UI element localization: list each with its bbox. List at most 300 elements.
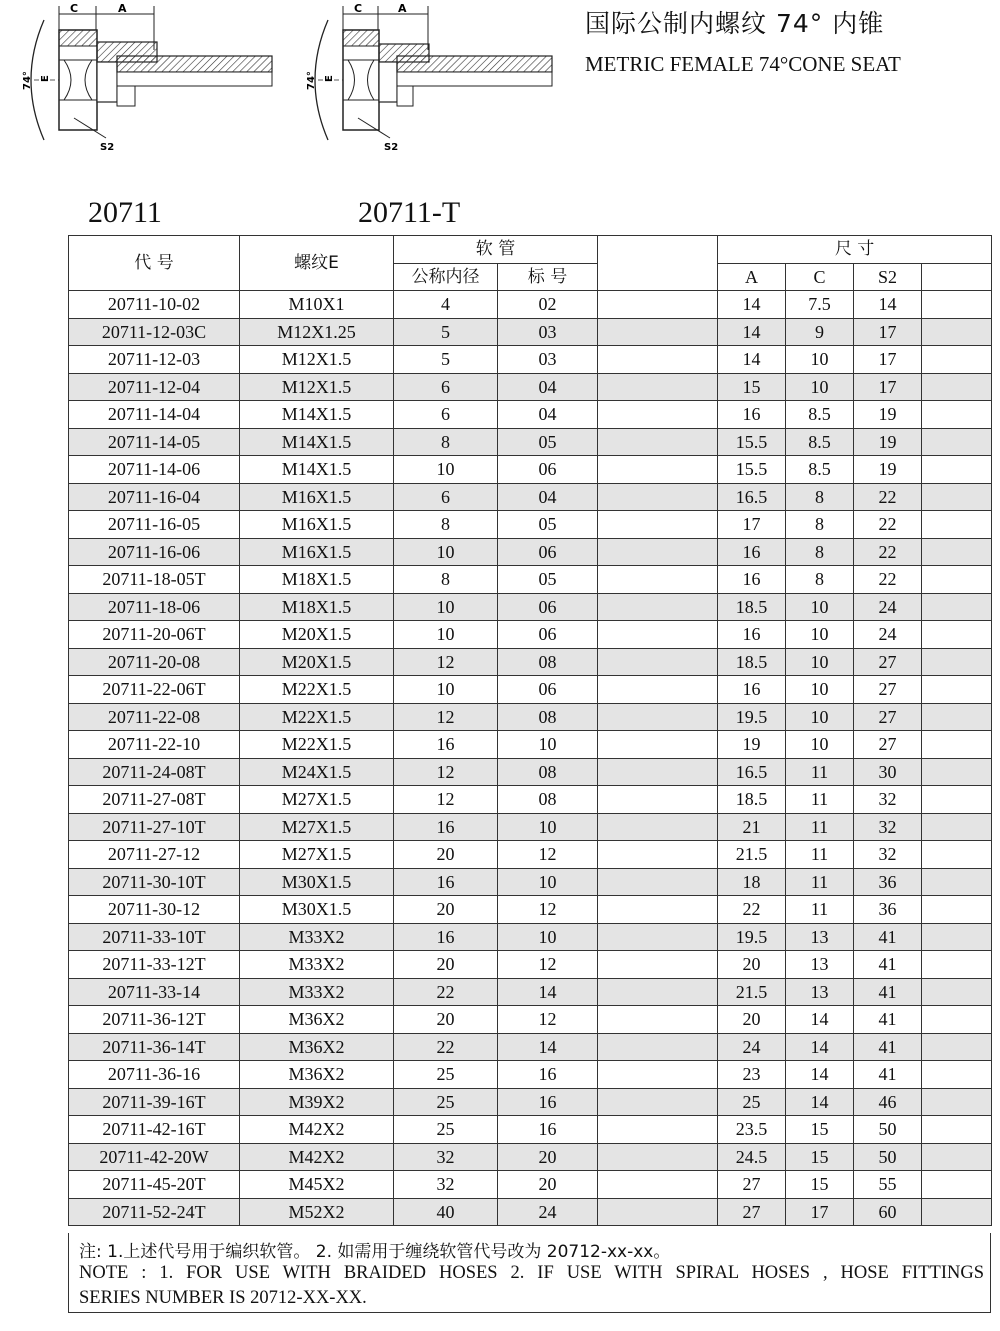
cell-c: 10 [786,621,854,649]
cell-mark: 08 [498,648,598,676]
cell-code: 20711-33-10T [69,923,240,951]
cell-c: 14 [786,1088,854,1116]
cell-thread: M10X1 [240,291,394,319]
cell-s2: 50 [854,1116,922,1144]
cell-nominal-id: 25 [394,1116,498,1144]
cell-a: 18.5 [718,593,786,621]
cell-nominal-id: 16 [394,868,498,896]
cell-a: 25 [718,1088,786,1116]
cell-code: 20711-27-08T [69,786,240,814]
cell-mark: 12 [498,951,598,979]
cell-s2: 36 [854,868,922,896]
cell-mark: 04 [498,401,598,429]
cell-blank [922,1116,992,1144]
cell-thread: M36X2 [240,1061,394,1089]
title-chinese: 国际公制内螺纹 74° 内锥 [585,9,885,38]
cell-a: 24.5 [718,1143,786,1171]
cell-blank [598,1033,718,1061]
cell-thread: M22X1.5 [240,703,394,731]
cell-blank [922,1088,992,1116]
cell-s2: 22 [854,566,922,594]
cell-thread: M42X2 [240,1143,394,1171]
cell-c: 13 [786,923,854,951]
cell-nominal-id: 20 [394,951,498,979]
cell-a: 21.5 [718,841,786,869]
cell-mark: 14 [498,1033,598,1061]
angle-label: 74° [306,71,317,90]
cell-nominal-id: 20 [394,841,498,869]
cell-a: 16 [718,538,786,566]
fitting-drawing-svg [298,0,560,160]
cell-blank [598,978,718,1006]
cell-c: 10 [786,648,854,676]
cell-thread: M33X2 [240,923,394,951]
cell-blank [598,923,718,951]
note-chinese: 注: 1.上述代号用于编织软管。 2. 如需用于缠绕软管代号改为 20712-xx-xx。 [79,1242,671,1262]
cell-mark: 03 [498,318,598,346]
cell-c: 8 [786,511,854,539]
table-row [69,1116,992,1144]
cell-thread: M12X1.5 [240,346,394,374]
cell-mark: 10 [498,813,598,841]
cell-blank [922,483,992,511]
cell-a: 17 [718,511,786,539]
cell-a: 16 [718,676,786,704]
cell-blank [922,758,992,786]
cell-blank [598,1116,718,1144]
cell-mark: 14 [498,978,598,1006]
cell-c: 10 [786,703,854,731]
cell-mark: 10 [498,731,598,759]
table-row [69,566,992,594]
cell-blank [598,483,718,511]
table-row [69,346,992,374]
cell-mark: 08 [498,703,598,731]
cell-s2: 50 [854,1143,922,1171]
cell-thread: M33X2 [240,978,394,1006]
cell-a: 16 [718,566,786,594]
cell-nominal-id: 25 [394,1088,498,1116]
cell-nominal-id: 32 [394,1143,498,1171]
cell-a: 20 [718,951,786,979]
cell-nominal-id: 8 [394,511,498,539]
cell-blank [598,346,718,374]
cell-thread: M16X1.5 [240,483,394,511]
cell-blank [598,648,718,676]
cell-s2: 22 [854,483,922,511]
cell-blank [922,731,992,759]
notes-box [68,1233,991,1313]
cell-thread: M12X1.5 [240,373,394,401]
cell-c: 10 [786,731,854,759]
cell-c: 15 [786,1143,854,1171]
cell-blank [598,703,718,731]
table-row [69,511,992,539]
table-row [69,1033,992,1061]
table-row [69,1006,992,1034]
cell-code: 20711-36-16 [69,1061,240,1089]
cell-blank [598,758,718,786]
cell-thread: M45X2 [240,1171,394,1199]
cell-a: 19.5 [718,703,786,731]
cell-blank [922,1061,992,1089]
cell-c: 13 [786,978,854,1006]
cell-nominal-id: 6 [394,373,498,401]
cell-mark: 06 [498,593,598,621]
cell-nominal-id: 25 [394,1061,498,1089]
cell-code: 20711-14-04 [69,401,240,429]
cell-code: 20711-42-16T [69,1116,240,1144]
cell-blank [922,1143,992,1171]
table-row [69,1061,992,1089]
cell-blank [598,841,718,869]
cell-a: 16 [718,621,786,649]
cell-blank [598,896,718,924]
cell-s2: 27 [854,676,922,704]
cell-code: 20711-45-20T [69,1171,240,1199]
cell-blank [922,456,992,484]
cell-c: 8 [786,483,854,511]
cell-s2: 41 [854,923,922,951]
table-row [69,401,992,429]
cell-a: 22 [718,896,786,924]
cell-thread: M22X1.5 [240,731,394,759]
table-row [69,291,992,319]
cell-blank [922,538,992,566]
cell-s2: 32 [854,841,922,869]
table-row [69,621,992,649]
cell-c: 8.5 [786,428,854,456]
cell-mark: 04 [498,483,598,511]
dim-c-label: C [70,2,79,15]
cell-nominal-id: 10 [394,593,498,621]
table-row [69,456,992,484]
cell-blank [922,1033,992,1061]
header-nominal-id: 公称内径 [394,263,498,291]
cell-code: 20711-30-12 [69,896,240,924]
cell-nominal-id: 12 [394,786,498,814]
cell-mark: 20 [498,1171,598,1199]
cell-c: 8 [786,566,854,594]
cell-s2: 41 [854,1033,922,1061]
table-row [69,951,992,979]
cell-code: 20711-22-10 [69,731,240,759]
model-number-1: 20711 [88,196,162,229]
cell-a: 16 [718,401,786,429]
cell-blank [598,1088,718,1116]
cell-code: 20711-16-05 [69,511,240,539]
cell-blank [598,456,718,484]
cell-s2: 17 [854,318,922,346]
cell-mark: 10 [498,868,598,896]
header-blank [598,236,718,291]
cell-thread: M30X1.5 [240,896,394,924]
table-row [69,483,992,511]
cell-blank [922,676,992,704]
header-thread: 螺纹E [240,236,394,291]
cell-thread: M39X2 [240,1088,394,1116]
cell-a: 18.5 [718,786,786,814]
cell-blank [922,648,992,676]
cell-thread: M24X1.5 [240,758,394,786]
cell-code: 20711-18-06 [69,593,240,621]
cell-thread: M33X2 [240,951,394,979]
cell-blank [922,566,992,594]
cell-code: 20711-16-04 [69,483,240,511]
header-dimensions: 尺 寸 [718,236,992,264]
cell-blank [922,593,992,621]
cell-nominal-id: 10 [394,538,498,566]
cell-blank [598,318,718,346]
table-row [69,923,992,951]
cell-c: 8 [786,538,854,566]
cell-nominal-id: 10 [394,621,498,649]
cell-nominal-id: 4 [394,291,498,319]
cell-blank [598,373,718,401]
cell-c: 14 [786,1033,854,1061]
cell-c: 10 [786,373,854,401]
cell-code: 20711-10-02 [69,291,240,319]
cell-thread: M14X1.5 [240,456,394,484]
cell-c: 9 [786,318,854,346]
fitting-drawing-20711 [14,0,276,160]
cell-s2: 41 [854,1006,922,1034]
cell-code: 20711-14-06 [69,456,240,484]
note-english-line-1: NOTE : 1. FOR USE WITH BRAIDED HOSES 2. IF USE WITH SPIRAL HOSES , HOSE FITTINGS [79,1263,984,1283]
cell-thread: M27X1.5 [240,813,394,841]
cell-blank [922,786,992,814]
cell-blank [922,291,992,319]
cell-code: 20711-27-10T [69,813,240,841]
cell-blank [922,896,992,924]
cell-blank [598,593,718,621]
cell-blank [922,868,992,896]
cell-code: 20711-22-06T [69,676,240,704]
cell-mark: 16 [498,1061,598,1089]
cell-nominal-id: 16 [394,813,498,841]
cell-blank [922,428,992,456]
cell-code: 20711-33-14 [69,978,240,1006]
cell-c: 10 [786,676,854,704]
cell-c: 10 [786,593,854,621]
cell-code: 20711-36-14T [69,1033,240,1061]
table-row [69,758,992,786]
cell-mark: 16 [498,1088,598,1116]
table-row [69,813,992,841]
cell-s2: 55 [854,1171,922,1199]
header-mark: 标 号 [498,263,598,291]
cell-nominal-id: 22 [394,1033,498,1061]
cell-mark: 20 [498,1143,598,1171]
table-row [69,648,992,676]
cell-c: 11 [786,758,854,786]
cell-mark: 16 [498,1116,598,1144]
cell-s2: 27 [854,648,922,676]
spec-table-body [69,291,992,1226]
cell-thread: M36X2 [240,1006,394,1034]
cell-c: 11 [786,896,854,924]
cell-blank [922,318,992,346]
cell-a: 19 [718,731,786,759]
cell-nominal-id: 5 [394,318,498,346]
header-code: 代 号 [69,236,240,291]
cell-c: 8.5 [786,401,854,429]
spec-table [68,235,992,1226]
cell-a: 18 [718,868,786,896]
cell-s2: 36 [854,896,922,924]
cell-thread: M20X1.5 [240,621,394,649]
cell-nominal-id: 20 [394,1006,498,1034]
note-english-line-2: SERIES NUMBER IS 20712-XX-XX. [79,1288,367,1308]
cell-c: 14 [786,1006,854,1034]
cell-a: 16.5 [718,758,786,786]
cell-mark: 24 [498,1198,598,1226]
cell-nominal-id: 20 [394,896,498,924]
cell-thread: M16X1.5 [240,511,394,539]
cell-blank [922,978,992,1006]
cell-blank [598,1198,718,1226]
cell-code: 20711-42-20W [69,1143,240,1171]
cell-c: 11 [786,868,854,896]
cell-code: 20711-22-08 [69,703,240,731]
cell-blank [598,1143,718,1171]
cell-thread: M14X1.5 [240,401,394,429]
table-row [69,318,992,346]
cell-a: 23.5 [718,1116,786,1144]
cell-blank [598,291,718,319]
cell-blank [598,538,718,566]
cell-s2: 22 [854,511,922,539]
cell-nominal-id: 16 [394,731,498,759]
cell-s2: 24 [854,593,922,621]
cell-s2: 17 [854,346,922,374]
cell-nominal-id: 8 [394,566,498,594]
cell-mark: 04 [498,373,598,401]
dim-e-label: E [40,75,51,82]
cell-code: 20711-12-03 [69,346,240,374]
table-row [69,731,992,759]
cell-code: 20711-36-12T [69,1006,240,1034]
cell-c: 14 [786,1061,854,1089]
cell-mark: 05 [498,428,598,456]
cell-a: 20 [718,1006,786,1034]
cell-blank [598,511,718,539]
cell-blank [922,1171,992,1199]
fitting-drawing-20711-t [298,0,560,160]
table-row [69,786,992,814]
cell-s2: 41 [854,1061,922,1089]
cell-nominal-id: 16 [394,923,498,951]
cell-blank [922,1198,992,1226]
cell-nominal-id: 6 [394,401,498,429]
cell-a: 16.5 [718,483,786,511]
cell-code: 20711-14-05 [69,428,240,456]
cell-blank [922,923,992,951]
cell-a: 15.5 [718,456,786,484]
table-row [69,593,992,621]
cell-code: 20711-12-04 [69,373,240,401]
cell-s2: 27 [854,731,922,759]
cell-c: 11 [786,786,854,814]
cell-blank [598,401,718,429]
cell-mark: 03 [498,346,598,374]
cell-s2: 30 [854,758,922,786]
cell-a: 14 [718,346,786,374]
dim-c-label: C [354,2,363,15]
cell-blank [922,346,992,374]
cell-s2: 17 [854,373,922,401]
cell-c: 8.5 [786,456,854,484]
cell-nominal-id: 5 [394,346,498,374]
cell-a: 21 [718,813,786,841]
cell-blank [598,1171,718,1199]
cell-s2: 27 [854,703,922,731]
cell-c: 13 [786,951,854,979]
cell-thread: M30X1.5 [240,868,394,896]
cell-a: 14 [718,318,786,346]
cell-s2: 19 [854,456,922,484]
cell-nominal-id: 10 [394,676,498,704]
cell-mark: 05 [498,511,598,539]
cell-blank [922,703,992,731]
header-s2: S2 [854,263,922,291]
header-hose: 软 管 [394,236,598,264]
cell-c: 11 [786,813,854,841]
cell-nominal-id: 32 [394,1171,498,1199]
fitting-drawing-svg [14,0,276,160]
cell-code: 20711-20-08 [69,648,240,676]
cell-c: 7.5 [786,291,854,319]
cell-nominal-id: 8 [394,428,498,456]
cell-c: 10 [786,346,854,374]
table-row [69,1171,992,1199]
cell-thread: M16X1.5 [240,538,394,566]
cell-s2: 19 [854,428,922,456]
cell-mark: 08 [498,786,598,814]
cell-thread: M27X1.5 [240,841,394,869]
cell-nominal-id: 12 [394,758,498,786]
cell-thread: M18X1.5 [240,566,394,594]
cell-a: 23 [718,1061,786,1089]
dim-e-label: E [324,75,335,82]
cell-s2: 24 [854,621,922,649]
cell-mark: 12 [498,896,598,924]
cell-s2: 46 [854,1088,922,1116]
cell-a: 14 [718,291,786,319]
cell-s2: 19 [854,401,922,429]
table-row [69,841,992,869]
cell-mark: 12 [498,1006,598,1034]
cell-blank [922,401,992,429]
dim-a-label: A [118,2,127,15]
cell-blank [922,951,992,979]
cell-blank [598,786,718,814]
table-row [69,373,992,401]
cell-code: 20711-33-12T [69,951,240,979]
cell-mark: 02 [498,291,598,319]
cell-nominal-id: 10 [394,456,498,484]
cell-mark: 06 [498,456,598,484]
table-row [69,978,992,1006]
cell-mark: 06 [498,621,598,649]
table-row [69,676,992,704]
cell-blank [598,1006,718,1034]
cell-blank [922,373,992,401]
cell-nominal-id: 6 [394,483,498,511]
cell-a: 27 [718,1198,786,1226]
cell-c: 11 [786,841,854,869]
cell-nominal-id: 12 [394,648,498,676]
